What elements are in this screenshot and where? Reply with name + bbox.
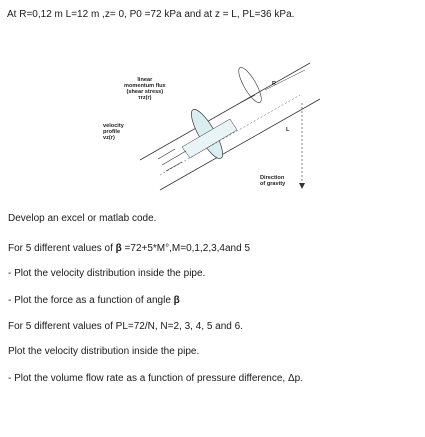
gravity-arrow-head bbox=[299, 183, 305, 189]
instruction-line: - Plot the velocity distribution inside the pipe. bbox=[8, 268, 206, 279]
cross-section-small bbox=[235, 65, 265, 106]
pipe-wall-lower bbox=[160, 99, 320, 190]
R-label: R bbox=[272, 81, 277, 87]
instruction-line: - Plot the volume flow rate as a function of pressure difference, Δp. bbox=[8, 373, 303, 384]
instruction-line: Develop an excel or matlab code. bbox=[8, 213, 157, 224]
instruction-line: - Plot the force as a function of angle β bbox=[8, 295, 180, 306]
L-label: L bbox=[286, 127, 290, 133]
pipe-axis bbox=[160, 95, 300, 175]
velocity-arrow-1 bbox=[158, 149, 175, 159]
velocity-label: velocity profile vz(r) bbox=[103, 123, 124, 141]
instruction-line: Plot the velocity distribution inside the pipe. bbox=[8, 346, 200, 357]
pipe-flow-diagram bbox=[100, 55, 320, 200]
velocity-arrow-3 bbox=[166, 162, 182, 171]
velocity-arrow-2 bbox=[162, 151, 186, 165]
problem-statement: At R=0,12 m L=12 m ,z= 0, P0 =72 kPa and at z = L, PL=36 kPa. bbox=[7, 9, 295, 20]
instruction-line: For 5 different values of PL=72/N, N=2, 3, 4, 5 and 6. bbox=[8, 321, 243, 332]
gravity-label: Direction of gravity bbox=[260, 175, 286, 187]
flux-label: linear momentum flux (shear stress) τrz(r) bbox=[124, 77, 166, 101]
instruction-line: For 5 different values of β =72+5*M°,M=0,1,2,3,4and 5 bbox=[8, 243, 251, 254]
length-dimension bbox=[265, 70, 305, 90]
